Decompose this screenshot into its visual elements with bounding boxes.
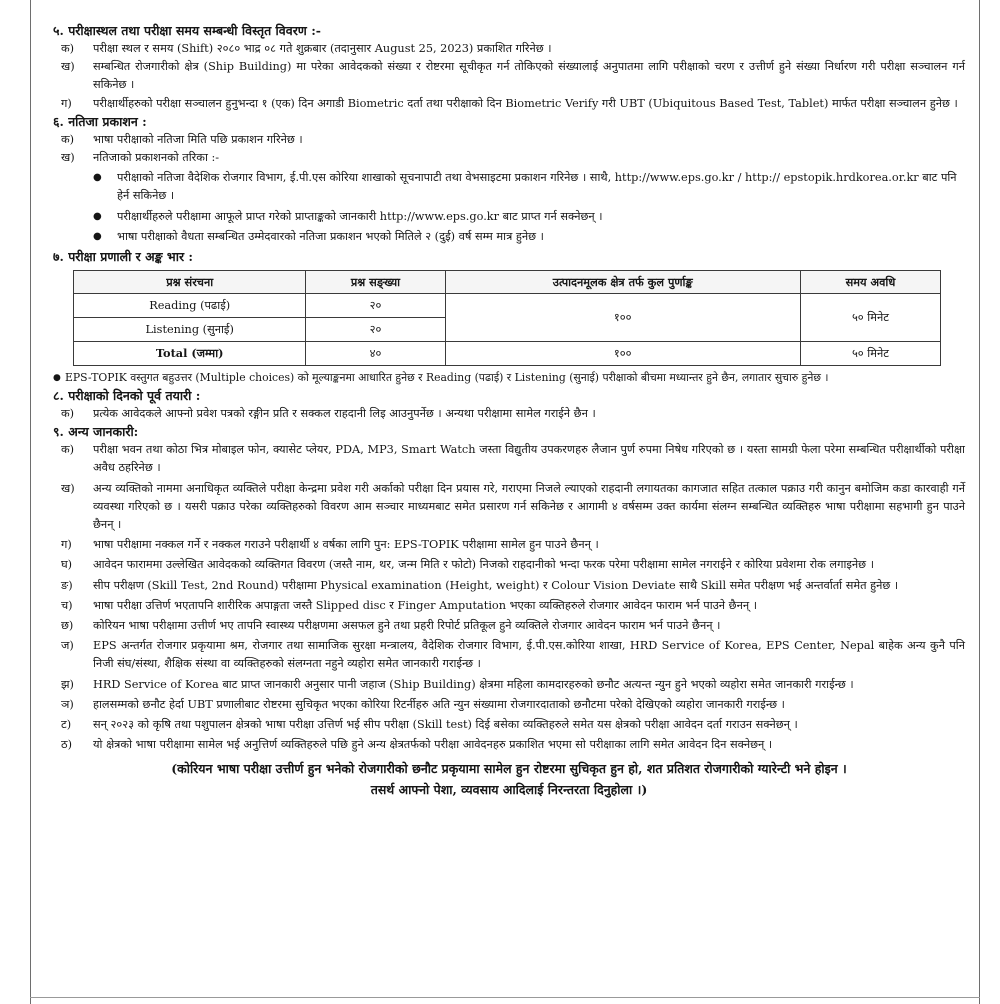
item-marker: झ) [61, 677, 74, 691]
table-note [53, 369, 965, 387]
item-marker: ङ) [61, 578, 73, 592]
list-item [53, 577, 965, 595]
table-cell: ५० मिनेट [800, 294, 940, 342]
list-item [53, 676, 965, 694]
table-cell: Listening (सुनाई) [74, 318, 306, 342]
item-text: सन् २०२३ को कृषि तथा पशुपालन क्षेत्रको भाषा परीक्षा उत्तिर्ण भई सीप परीक्षा (Skill test) दिई बसेका व्यक्तिहरुले समेत यस क्षेत्रको परीक्षा आवेदन दर्ता गराउन सक्नेछन् । [93, 718, 798, 732]
note-text: EPS-TOPIK वस्तुगत बहुउत्तर (Multiple choices) को मूल्याङ्कनमा आधारित हुनेछ र Reading (पढाई) र Listening (सुनाई) परीक्षाको बीचमा मध्यान्तर हुने छैन, लगातार सुचारु हुनेछ । [65, 371, 829, 385]
list-item [53, 480, 965, 535]
item-marker: ग) [61, 96, 72, 110]
item-text: भाषा परीक्षा उत्तिर्ण भएतापनि शारीरिक अपाङ्गता जस्तै Slipped disc र Finger Amputation भएका व्यक्तिहरुले रोजगार आवेदन फाराम भर्न पाउने छैनन् । [93, 598, 757, 612]
item-text: सीप परीक्षण (Skill Test, 2nd Round) परीक्षामा Physical examination (Height, weight) र Colour Vision Deviate साथै Skill समेत परीक्षण भई अन्तर्वार्ता समेत हुनेछ । [93, 578, 899, 592]
table-cell: Reading (पढाई) [74, 294, 306, 318]
section-heading: ५. परीक्षास्थल तथा परीक्षा समय सम्बन्धी विस्तृत विवरण :- [53, 23, 321, 38]
item-text: HRD Service of Korea बाट प्राप्त जानकारी अनुसार पानी जहाज (Ship Building) क्षेत्रमा महिला कामदारहरुको छनौट अत्यन्त न्युन हुने भएको व्यहोरा समेत जानकारी गराईन्छ । [93, 677, 854, 691]
bullet-text: परीक्षार्थीहरुले परीक्षामा आफूले प्राप्त गरेको प्राप्ताङ्कको जानकारी http://www.eps.go.kr बाट प्राप्त गर्न सक्नेछन् । [117, 209, 603, 223]
bullet-text: भाषा परीक्षाको वैधता सम्बन्धित उम्मेदवारको नतिजा प्रकाशन भएको मितिले २ (दुई) वर्ष सम्म मात्र हुनेछ । [117, 229, 544, 243]
item-marker: ठ) [61, 738, 72, 752]
item-marker: ञ) [61, 697, 74, 711]
section-results [53, 113, 965, 246]
item-marker: छ) [61, 619, 74, 633]
item-marker: ग) [61, 538, 72, 552]
column-header: प्रश्न सङ्ख्या [306, 271, 445, 294]
section-heading: ९. अन्य जानकारी: [53, 424, 139, 440]
item-text: सम्बन्धित रोजगारीको क्षेत्र (Ship Building) मा परेका आवेदकको संख्या र रोष्टरमा सूचीकृत गर्न तोकिएको संख्यालाई अनुपातमा लागि परीक्षाको चरण र उत्तीर्ण हुने संख्या निर्धारण गरी परीक्षा सञ्चालन गर्न सकिनेछ । [93, 60, 966, 92]
item-marker: ज) [61, 639, 74, 653]
item-text: परीक्षा भवन तथा कोठा भित्र मोबाइल फोन, क्यासेट प्लेयर, PDA, MP3, Smart Watch जस्ता विद्युतीय उपकरणहरु लैजान पुर्ण रुपमा निषेध गरिएको छ । यस्ता सामग्री फेला परेमा सम्बन्धित परीक्षार्थीको परीक्षा अवैध ठहरिनेछ । [93, 443, 965, 475]
item-marker: ख) [61, 60, 75, 74]
bullet-icon: ● [93, 230, 102, 242]
list-item [53, 441, 965, 477]
list-item [53, 617, 965, 635]
bullet-item [53, 228, 965, 246]
item-marker: च) [61, 598, 73, 612]
table-cell: Total (जम्मा) [74, 342, 306, 366]
item-text: भाषा परीक्षामा नक्कल गर्ने र नक्कल गराउने परीक्षार्थी ४ वर्षका लागि पुन: EPS-TOPIK परीक्षामा सामेल हुन पाउने छैनन् । [93, 538, 599, 552]
item-text: हालसम्मको छनौट हेर्दा UBT प्रणालीबाट रोष्टरमा सुचिकृत भएका कोरिया रिटर्नीहरु अति न्युन संख्यामा रोजगारदाताको छनौटमा परेको देखिएको व्यहोरा जानकारी गराईन्छ । [93, 697, 785, 711]
list-item [53, 696, 965, 714]
table-cell: १०० [445, 342, 800, 366]
bullet-icon: ● [93, 172, 102, 184]
list-item [53, 405, 965, 423]
list-item [53, 736, 965, 754]
bullet-icon: ● [93, 210, 102, 222]
item-text: आवेदन फाराममा उल्लेखित आवेदकको व्यक्तिगत विवरण (जस्तै नाम, थर, जन्म मिति र फोटो) निजको राहदानीको भन्दा फरक परेमा परीक्षामा सामेल नगराईने र कोरिया प्रवेशमा रोक लगाइनेछ । [93, 558, 874, 572]
table-cell: २० [306, 294, 445, 318]
section-preparation [53, 387, 965, 423]
item-marker: ट) [61, 718, 72, 732]
item-text: EPS अन्तर्गत रोजगार प्रकृयामा श्रम, रोजगार तथा सामाजिक सुरक्षा मन्त्रालय, वैदेशिक रोजगार विभाग, ई.पी.एस.कोरिया शाखा, HRD Service of Korea, EPS Center, Nepal बाहेक अन्य कुनै पनि निजी संघ/संस्था, शैक्षिक संस्था वा व्यक्तिहरुको संलग्नता नहुने व्यहोरा समेत जानकारी गराईन्छ । [93, 639, 965, 671]
item-marker: ख) [61, 481, 75, 495]
bottom-divider [30, 997, 980, 998]
table-cell: २० [306, 318, 445, 342]
list-item [53, 597, 965, 615]
column-header: उत्पादनमूलक क्षेत्र तर्फ कुल पुर्णाङ्क [445, 271, 800, 294]
item-text: भाषा परीक्षाको नतिजा मिति पछि प्रकाशन गरिनेछ । [93, 132, 303, 146]
item-marker: क) [61, 407, 75, 421]
column-header: प्रश्न संरचना [74, 271, 306, 294]
table-cell: ५० मिनेट [800, 342, 940, 366]
bullet-item [53, 169, 965, 205]
column-header: समय अवधि [800, 271, 940, 294]
item-marker: घ) [61, 558, 73, 572]
section-heading: ७. परीक्षा प्रणाली र अङ्क भार : [53, 249, 194, 265]
list-item [53, 716, 965, 734]
list-item [53, 131, 965, 149]
notice-content [53, 22, 965, 800]
document-page [30, 0, 980, 1004]
item-text: परीक्षार्थीहरुको परीक्षा सञ्चालन हुनुभन्दा १ (एक) दिन अगाडी Biometric दर्ता तथा परीक्षाको दिन Biometric Verify गरी UBT (Ubiquitous Based Test, Tablet) मार्फत परीक्षा सञ्चालन हुनेछ । [93, 96, 958, 110]
item-text: नतिजाको प्रकाशनको तरिका :- [93, 151, 220, 165]
table-cell: १०० [445, 294, 800, 342]
table-row [74, 294, 941, 318]
item-text: परीक्षा स्थल र समय (Shift) २०८० भाद्र ०८ गते शुक्रबार (तदानुसार August 25, 2023) प्रकाशित गरिनेछ । [93, 42, 552, 55]
item-marker: क) [61, 443, 75, 457]
list-item [53, 536, 965, 554]
list-item [53, 58, 965, 94]
item-marker: क) [61, 42, 75, 55]
list-item [53, 556, 965, 574]
closing-line: तसर्थ आफ्नो पेशा, व्यवसाय आदिलाई निरन्तरता दिनुहोला ।) [370, 782, 648, 798]
bullet-icon: ● [53, 373, 61, 384]
list-item [53, 149, 965, 167]
section-heading: ६. नतिजा प्रकाशन : [53, 113, 147, 129]
section-exam-venue [53, 22, 965, 113]
item-text: यो क्षेत्रको भाषा परीक्षामा सामेल भई अनुत्तिर्ण व्यक्तिहरुले पछि हुने अन्य क्षेत्रतर्फको परीक्षा आवेदनहरु प्रकाशित भएमा सो परीक्षाका लागि समेत आवेदन दिन सक्नेछन् । [93, 738, 773, 752]
item-marker: क) [61, 132, 75, 146]
section-exam-system [53, 248, 965, 387]
closing-statement [53, 758, 965, 800]
list-item [53, 40, 965, 58]
section-other-info [53, 423, 965, 754]
item-marker: ख) [61, 151, 75, 165]
table-cell: ४० [306, 342, 445, 366]
bullet-text: परीक्षाको नतिजा वैदेशिक रोजगार विभाग, ई.पी.एस कोरिया शाखाको सूचनापाटी तथा वेभसाइटमा प्रकाशन गरिनेछ । साथै, http://www.eps.go.kr / http:// epstopik.hrdkorea.or.kr बाट पनि हेर्न सकिनेछ । [117, 171, 957, 203]
item-text: कोरियन भाषा परीक्षामा उत्तीर्ण भए तापनि स्वास्थ्य परीक्षणमा असफल हुने तथा प्रहरी रिपोर्ट प्रतिकूल हुने व्यक्तिले रोजगार आवेदन फाराम भर्न पाउने छैनन् । [93, 619, 721, 633]
table-header-row [74, 271, 941, 294]
item-text: प्रत्येक आवेदकले आफ्नो प्रवेश पत्रको रङ्गीन प्रति र सक्कल राहदानी लिइ आउनुपर्नेछ । अन्यथा परीक्षामा सामेल गराईने छैन । [93, 407, 596, 421]
section-heading: ८. परीक्षाको दिनको पूर्व तयारी : [53, 388, 201, 404]
closing-line: (कोरियन भाषा परीक्षा उत्तीर्ण हुन भनेको रोजगारीको छनौट प्रकृयामा सामेल हुन रोष्टरमा सुचिकृत हुन हो, शत प्रतिशत रोजगारीको ग्यारेन्टी भने होइन । [171, 761, 847, 777]
list-item [53, 637, 965, 673]
item-text: अन्य व्यक्तिको नाममा अनाधिकृत व्यक्तिले परीक्षा केन्द्रमा प्रवेश गरी अर्काको परीक्षा दिन प्रयास गरे, गराएमा निजले ल्याएको राहदानी लगायतका कागजात सहित तत्काल पक्राउ गरी कानुन बमोजिम कडा कारवाही गर्ने व्यवस्था गरिएको छ । यसरी पक्राउ परेका व्यक्तिहरुको विवरण आम सञ्चार माध्यमबाट समेत प्रसारण गर्न सकिनेछ र आगामी ४ वर्षसम्म उक्त कार्यमा संलग्न सम्बन्धित व्यक्तिहरु भाषा परीक्षामा सहभागी हुन पाउने छैनन् । [93, 481, 965, 532]
bullet-item [53, 208, 965, 226]
table-row [74, 342, 941, 366]
list-item [53, 95, 965, 113]
marks-table [73, 270, 941, 366]
